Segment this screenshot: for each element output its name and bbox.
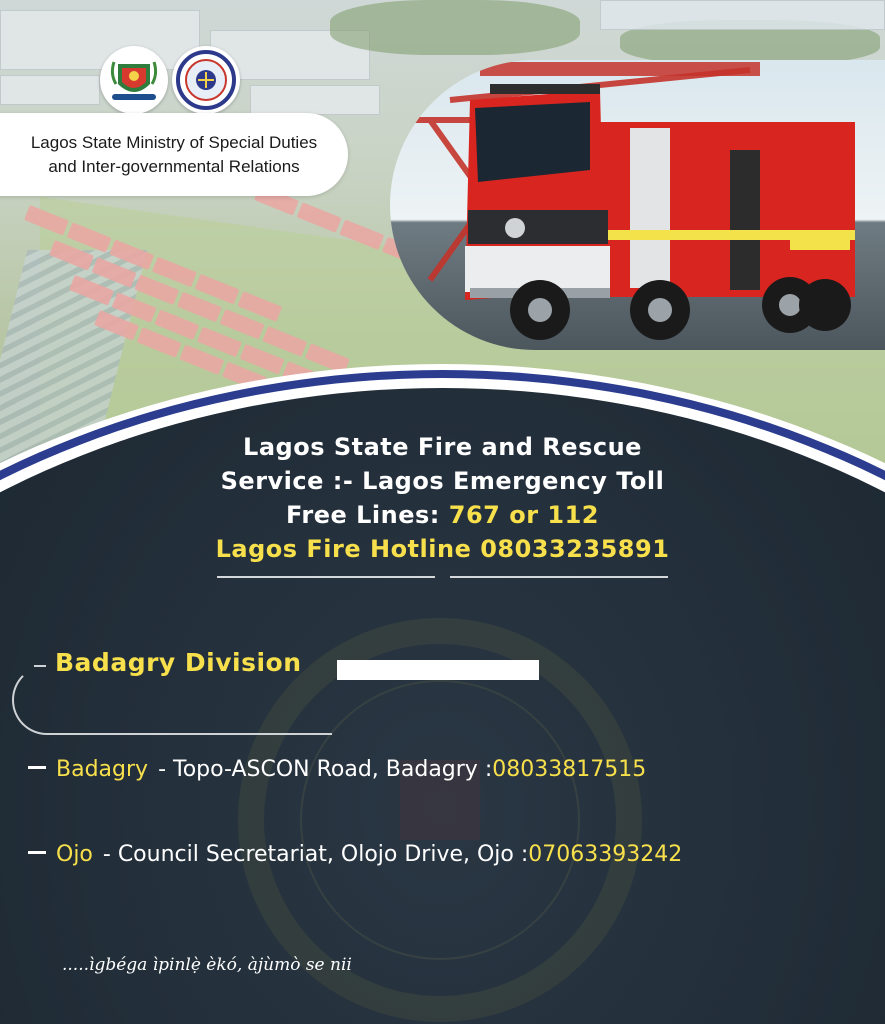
station-phone: 07063393242 (528, 842, 683, 867)
headline-line-1: Lagos State Fire and Rescue (243, 433, 642, 461)
ministry-seal-icon (172, 46, 240, 114)
toll-free-numbers: 767 or 112 (448, 501, 599, 529)
ministry-title-badge (0, 113, 348, 196)
dash-icon (28, 766, 46, 769)
division-title-bar (337, 660, 539, 680)
station-ojo (28, 842, 682, 867)
station-name: Badagry (56, 757, 149, 782)
dash-icon (28, 851, 46, 854)
station-address: - Topo-ASCON Road, Badagry : (158, 757, 493, 782)
ministry-title: Lagos State Ministry of Special Duties and Inter-governmental Relations (30, 132, 318, 176)
headline (150, 430, 735, 566)
division-title: Badagry Division (55, 648, 302, 677)
station-badagry (28, 757, 646, 782)
lagos-state-coat-of-arms-icon (100, 46, 168, 114)
station-phone: 08033817515 (492, 757, 647, 782)
fire-hotline: Lagos Fire Hotline 08033235891 (215, 535, 670, 563)
headline-line-2: Service :- Lagos Emergency Toll (220, 467, 665, 495)
divider-left (217, 576, 435, 578)
divider-right (450, 576, 668, 578)
slogan: .....ìgbéga ìpinlẹ̀ èkó, àjùmò se nii (62, 955, 352, 975)
headline-line-3 (150, 498, 735, 532)
station-address: - Council Secretariat, Olojo Drive, Ojo : (102, 842, 529, 867)
fire-truck-photo (390, 60, 885, 350)
station-name: Ojo (56, 842, 93, 867)
headline-toll-prefix: Free Lines: (286, 501, 449, 529)
